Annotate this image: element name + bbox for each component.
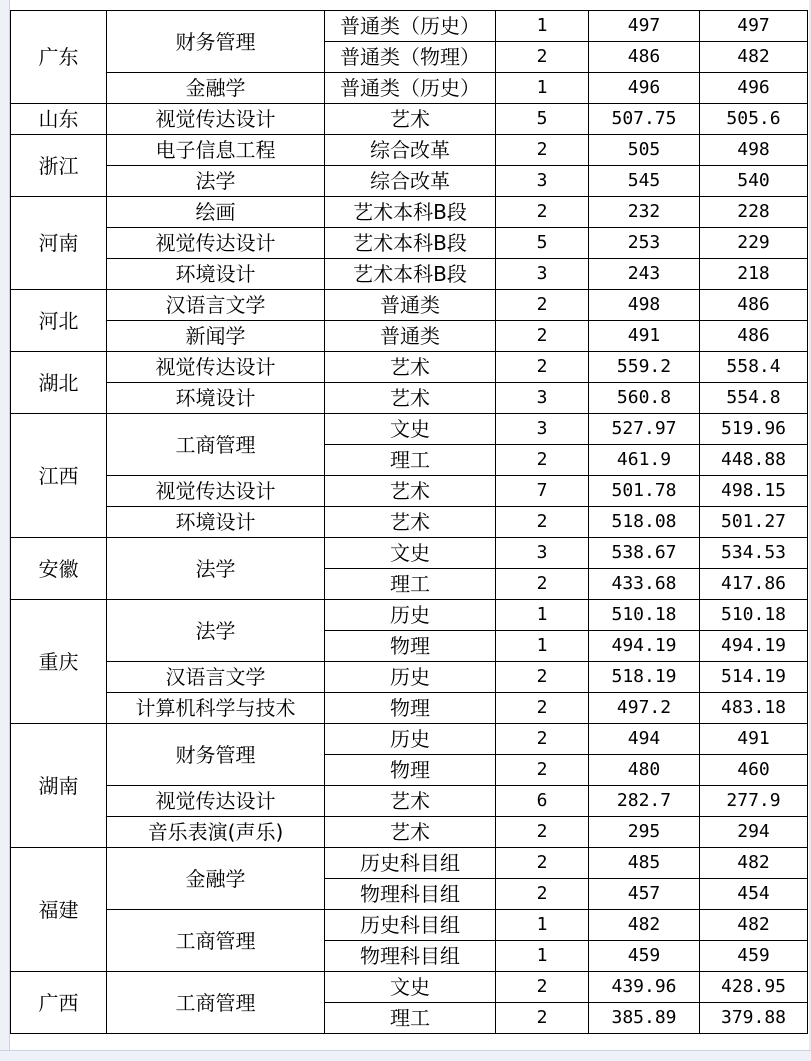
max-score-cell: 486 [589,42,700,73]
min-score-cell: 482 [700,910,808,941]
major-cell: 财务管理 [107,11,325,73]
min-score-cell: 540 [700,166,808,197]
major-cell: 财务管理 [107,724,325,786]
table-row [11,259,808,290]
category-cell: 艺术本科B段 [325,197,496,228]
category-cell: 历史 [325,662,496,693]
min-score-cell: 460 [700,755,808,786]
table-row [11,383,808,414]
plan-count-cell: 2 [496,290,589,321]
max-score-cell: 459 [589,941,700,972]
category-cell: 物理 [325,631,496,662]
category-cell: 物理科目组 [325,879,496,910]
category-cell: 艺术本科B段 [325,259,496,290]
category-cell: 艺术本科B段 [325,228,496,259]
major-cell: 金融学 [107,848,325,910]
major-cell: 环境设计 [107,383,325,414]
max-score-cell: 491 [589,321,700,352]
max-score-cell: 545 [589,166,700,197]
category-cell: 文史 [325,538,496,569]
plan-count-cell: 1 [496,910,589,941]
min-score-cell: 459 [700,941,808,972]
table-row [11,972,808,1003]
min-score-cell: 510.18 [700,600,808,631]
category-cell: 艺术 [325,786,496,817]
category-cell: 物理 [325,693,496,724]
plan-count-cell: 3 [496,414,589,445]
category-cell: 历史科目组 [325,910,496,941]
plan-count-cell: 2 [496,321,589,352]
major-cell: 视觉传达设计 [107,786,325,817]
category-cell: 物理科目组 [325,941,496,972]
province-cell: 湖南 [11,724,107,848]
category-cell: 综合改革 [325,166,496,197]
plan-count-cell: 2 [496,1003,589,1034]
max-score-cell: 527.97 [589,414,700,445]
major-cell: 法学 [107,538,325,600]
category-cell: 历史科目组 [325,848,496,879]
plan-count-cell: 2 [496,879,589,910]
plan-count-cell: 3 [496,383,589,414]
province-cell: 广西 [11,972,107,1034]
max-score-cell: 253 [589,228,700,259]
max-score-cell: 461.9 [589,445,700,476]
plan-count-cell: 2 [496,817,589,848]
plan-count-cell: 2 [496,662,589,693]
max-score-cell: 497 [589,11,700,42]
min-score-cell: 554.8 [700,383,808,414]
max-score-cell: 232 [589,197,700,228]
category-cell: 普通类 [325,290,496,321]
table-row [11,817,808,848]
province-cell: 湖北 [11,352,107,414]
plan-count-cell: 2 [496,724,589,755]
max-score-cell: 505 [589,135,700,166]
plan-count-cell: 3 [496,259,589,290]
max-score-cell: 507.75 [589,104,700,135]
plan-count-cell: 2 [496,135,589,166]
province-cell: 重庆 [11,600,107,724]
max-score-cell: 501.78 [589,476,700,507]
table-row [11,228,808,259]
major-cell: 绘画 [107,197,325,228]
min-score-cell: 486 [700,290,808,321]
major-cell: 工商管理 [107,414,325,476]
plan-count-cell: 1 [496,941,589,972]
category-cell: 理工 [325,569,496,600]
category-cell: 历史 [325,600,496,631]
table-row [11,73,808,104]
max-score-cell: 494 [589,724,700,755]
min-score-cell: 505.6 [700,104,808,135]
plan-count-cell: 2 [496,693,589,724]
min-score-cell: 534.53 [700,538,808,569]
major-cell: 新闻学 [107,321,325,352]
max-score-cell: 494.19 [589,631,700,662]
major-cell: 环境设计 [107,259,325,290]
max-score-cell: 482 [589,910,700,941]
table-row [11,321,808,352]
table-row [11,848,808,879]
plan-count-cell: 2 [496,569,589,600]
category-cell: 艺术 [325,383,496,414]
plan-count-cell: 2 [496,972,589,1003]
major-cell: 法学 [107,600,325,662]
category-cell: 普通类（历史） [325,73,496,104]
min-score-cell: 428.95 [700,972,808,1003]
plan-count-cell: 1 [496,631,589,662]
table-row [11,662,808,693]
category-cell: 综合改革 [325,135,496,166]
min-score-cell: 277.9 [700,786,808,817]
table-row [11,476,808,507]
min-score-cell: 417.86 [700,569,808,600]
min-score-cell: 519.96 [700,414,808,445]
plan-count-cell: 3 [496,538,589,569]
province-cell: 河南 [11,197,107,290]
min-score-cell: 498 [700,135,808,166]
table-row [11,786,808,817]
table-row [11,166,808,197]
min-score-cell: 486 [700,321,808,352]
plan-count-cell: 7 [496,476,589,507]
table-row [11,11,808,42]
province-cell: 福建 [11,848,107,972]
category-cell: 艺术 [325,507,496,538]
province-cell: 江西 [11,414,107,538]
max-score-cell: 496 [589,73,700,104]
province-cell: 山东 [11,104,107,135]
min-score-cell: 448.88 [700,445,808,476]
min-score-cell: 483.18 [700,693,808,724]
plan-count-cell: 5 [496,104,589,135]
table-row [11,135,808,166]
left-edge [0,0,10,1061]
table-row [11,352,808,383]
max-score-cell: 243 [589,259,700,290]
table-row [11,414,808,445]
min-score-cell: 482 [700,848,808,879]
min-score-cell: 228 [700,197,808,228]
plan-count-cell: 1 [496,11,589,42]
major-cell: 金融学 [107,73,325,104]
category-cell: 艺术 [325,817,496,848]
min-score-cell: 491 [700,724,808,755]
plan-count-cell: 2 [496,507,589,538]
max-score-cell: 559.2 [589,352,700,383]
plan-count-cell: 2 [496,445,589,476]
plan-count-cell: 6 [496,786,589,817]
plan-count-cell: 2 [496,755,589,786]
table-row [11,290,808,321]
major-cell: 计算机科学与技术 [107,693,325,724]
plan-count-cell: 2 [496,197,589,228]
max-score-cell: 538.67 [589,538,700,569]
max-score-cell: 485 [589,848,700,879]
admission-score-table [10,10,808,1034]
bottom-edge [0,1050,811,1061]
min-score-cell: 294 [700,817,808,848]
category-cell: 文史 [325,414,496,445]
province-cell: 河北 [11,290,107,352]
table-body [11,11,808,1034]
category-cell: 艺术 [325,476,496,507]
min-score-cell: 229 [700,228,808,259]
min-score-cell: 482 [700,42,808,73]
table-row [11,910,808,941]
max-score-cell: 560.8 [589,383,700,414]
major-cell: 工商管理 [107,972,325,1034]
major-cell: 视觉传达设计 [107,104,325,135]
plan-count-cell: 2 [496,42,589,73]
category-cell: 物理 [325,755,496,786]
max-score-cell: 480 [589,755,700,786]
category-cell: 普通类（物理） [325,42,496,73]
major-cell: 视觉传达设计 [107,476,325,507]
max-score-cell: 385.89 [589,1003,700,1034]
category-cell: 历史 [325,724,496,755]
major-cell: 视觉传达设计 [107,228,325,259]
max-score-cell: 510.18 [589,600,700,631]
major-cell: 汉语言文学 [107,662,325,693]
table-row [11,197,808,228]
max-score-cell: 498 [589,290,700,321]
category-cell: 理工 [325,1003,496,1034]
max-score-cell: 439.96 [589,972,700,1003]
max-score-cell: 433.68 [589,569,700,600]
max-score-cell: 518.19 [589,662,700,693]
table-row [11,538,808,569]
max-score-cell: 497.2 [589,693,700,724]
plan-count-cell: 1 [496,73,589,104]
category-cell: 艺术 [325,104,496,135]
province-cell: 广东 [11,11,107,104]
major-cell: 法学 [107,166,325,197]
max-score-cell: 282.7 [589,786,700,817]
category-cell: 文史 [325,972,496,1003]
min-score-cell: 496 [700,73,808,104]
province-cell: 浙江 [11,135,107,197]
max-score-cell: 457 [589,879,700,910]
max-score-cell: 295 [589,817,700,848]
table-row [11,724,808,755]
plan-count-cell: 1 [496,600,589,631]
min-score-cell: 454 [700,879,808,910]
plan-count-cell: 3 [496,166,589,197]
plan-count-cell: 5 [496,228,589,259]
min-score-cell: 558.4 [700,352,808,383]
max-score-cell: 518.08 [589,507,700,538]
major-cell: 视觉传达设计 [107,352,325,383]
category-cell: 理工 [325,445,496,476]
min-score-cell: 514.19 [700,662,808,693]
plan-count-cell: 2 [496,352,589,383]
min-score-cell: 218 [700,259,808,290]
min-score-cell: 498.15 [700,476,808,507]
category-cell: 普通类 [325,321,496,352]
min-score-cell: 497 [700,11,808,42]
table-row [11,693,808,724]
min-score-cell: 494.19 [700,631,808,662]
major-cell: 音乐表演(声乐) [107,817,325,848]
min-score-cell: 501.27 [700,507,808,538]
min-score-cell: 379.88 [700,1003,808,1034]
major-cell: 工商管理 [107,910,325,972]
category-cell: 艺术 [325,352,496,383]
plan-count-cell: 2 [496,848,589,879]
province-cell: 安徽 [11,538,107,600]
table-row [11,104,808,135]
major-cell: 电子信息工程 [107,135,325,166]
major-cell: 汉语言文学 [107,290,325,321]
major-cell: 环境设计 [107,507,325,538]
table-row [11,507,808,538]
category-cell: 普通类（历史） [325,11,496,42]
table-row [11,600,808,631]
